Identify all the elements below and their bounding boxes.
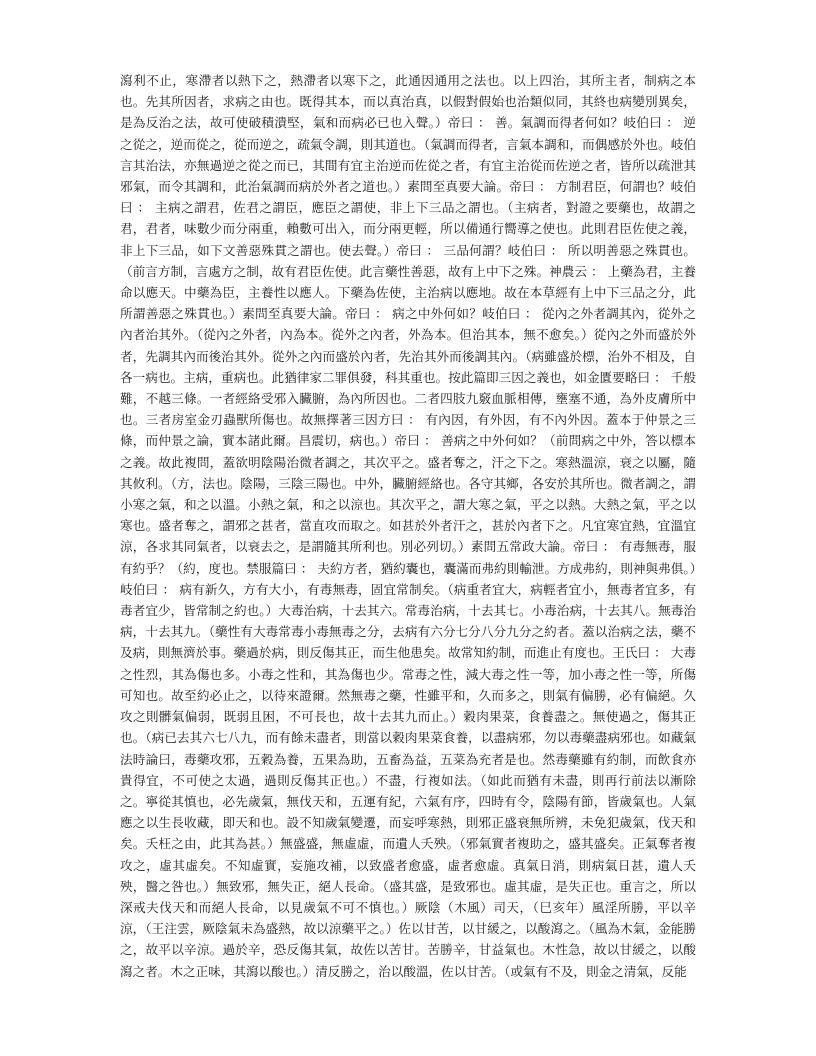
document-page [120, 70, 696, 982]
body-text: 瀉利不止，寒滯者以熱下之，熱滯者以寒下之，此通因通用之法也。以上四治，其所主者，制病之本也。先其所因者，求病之由也。既得其本，而以真治真，以假對假始也治類似同，其終也病變別異矣，是為反治之法，故可使破積潰堅，氣和而病必已也入聲。）帝曰 ： 善。氣調而得者何如？岐伯曰 ： 逆之從之，逆而從之，從而逆之，疏氣令調，則其道也。（氣調而得者，言氣本調和，而偶感於外也。岐伯言其治法，亦無過逆之從之而已，其間有宜主治逆而佐從之者，有宜主治從而佐逆之者，皆所以疏泄其邪氣，而令其調和，此治氣調而病於外者之道也。）素問至真要大論。帝曰 ： 方制君臣，何謂也？岐伯曰 ： 主病之謂君，佐君之謂臣，應臣之謂使，非上下三品之謂也。（主病者，對證之要藥也，故謂之君，君者，味數少而分兩重，賴數可出入，而分兩更輕，所以備通行嚮導之使也。此則君臣佐使之義，非上下三品，如下文善惡殊貫之謂也。使去聲。）帝曰 ： 三品何謂？岐伯曰 ： 所以明善惡之殊貫也。（前言方制，言處方之制，故有君臣佐使。此言藥性善惡，故有上中下之殊。神農云 ： 上藥為君，主養命以應天。中藥為臣，主養性以應人。下藥為佐使，主治病以應地。故在本草經有上中下三品之分，此所謂善惡之殊貫也。）素問至真要大論。帝曰 ： 病之中外何如？岐伯曰 ： 從內之外者調其內，從外之內者治其外。（從內之外者，內為本。從外之內者，外為本。但治其本，無不愈矣。）從內之外而盛於外者，先調其內而後治其外。從外之內而盛於內者，先治其外而後調其內。（病雖盛於標，治外不相及，自各一病也。主病，重病也。此猶律家二罪俱發，科其重也。按此篇即三因之義也，如金匱要略曰 ： 千般難，不越三條。一者經絡受邪入臟腑，為內所因也。二者四肢九竅血脈相傳，壅塞不通，為外皮膚所中也。三者房室金刃蟲獸所傷也。故無擇著三因方曰 ： 有內因，有外因，有不內外因。蓋本于仲景之三條，而仲景之論，實本諸此爾。昌震切，病也。）帝曰 ： 善病之中外何如？（前問病之中外，答以標本之義。故此複問，蓋欲明陰陽治微者調之，其次平之。盛者奪之，汗之下之。寒熱溫涼，衰之以屬，隨其攸利。（方，法也。陰陽，三陰三陽也。中外，臟腑經絡也。各守其鄉，各安於其所也。微者調之，謂小寒之氣，和之以溫。小熱之氣，和之以涼也。其次平之，謂大寒之氣，平之以熱。大熱之氣，平之以寒也。盛者奪之，謂邪之甚者，當直攻而取之。如甚於外者汗之，甚於內者下之。凡宜寒宜熱，宜溫宜涼，各求其同氣者，以衰去之，是謂隨其所利也。別必列切。）素問五常政大論。帝曰 ： 有毒無毒，服有約乎？（約，度也。禁服篇曰 ： 夫約方者，猶約囊也，囊滿而弗約則輸泄。方成弗約，則神與弗俱。）岐伯曰 ： 病有新久，方有大小，有毒無毒，固宜常制矣。（病重者宜大，病輕者宜小，無毒者宜多，有毒者宜少，皆常制之約也。）大毒治病，十去其六。常毒治病，十去其七。小毒治病，十去其八。無毒治病，十去其九。（藥性有大毒常毒小毒無毒之分，去病有六分七分八分九分之約者。蓋以治病之法，藥不及病，則無濟於事。藥過於病，則反傷其正，而生他患矣。故常知約制，而進止有度也。王氏曰 ： 大毒之性烈，其為傷也多。小毒之性和，其為傷也少。常毒之性，減大毒之性一等，加小毒之性一等，所傷可知也。故至約必止之，以待來證爾。然無毒之藥，性雖平和，久而多之，則氣有偏勝，必有偏絕。久攻之則髒氣偏弱，既弱且困，不可長也，故十去其九而止。）穀肉果菜，食養盡之。無使過之，傷其正也。（病已去其六七八九，而有餘未盡者，則當以穀肉果菜食養，以盡病邪，勿以毒藥盡病邪也。如藏氣法時論曰，毒藥攻邪，五穀為養，五果為助，五畜為益，五菜為充者是也。然毒藥雖有約制，而飲食亦貴得宜，不可使之太過，過則反傷其正也。）不盡，行複如法。（如此而猶有未盡，則再行前法以漸除之。寧從其慎也，必先歲氣，無伐天和，五運有紀，六氣有序，四時有令，陰陽有節，皆歲氣也。人氣應之以生長收藏，即天和也。設不知歲氣變遷，而妄呼寒熱，則邪正盛衰無所辨，未免犯歲氣，伐天和矣。夭枉之由，此其為甚。）無盛盛，無虛虛，而遺人夭殃。（邪氣實者複助之，盛其盛矣。正氣奪者複攻之，虛其虛矣。不知虛實，妄施攻補，以致盛者愈盛，虛者愈虛。真氣日消，則病氣日甚，遺人夭殃，醫之咎也。）無致邪，無失正，絕人長命。（盛其盛，是致邪也。虛其虛，是失正也。重言之，所以深戒夫伐天和而絕人長命，以見歲氣不可不慎也。）厥陰（木風）司天，（巳亥年）風淫所勝，平以辛涼，（王注雲，厥陰氣未為盛熱，故以涼藥平之。）佐以甘苦，以甘緩之，以酸瀉之。（風為木氣，金能勝之，故平以辛涼。過於辛，恐反傷其氣，故佐以苦甘。苦勝辛，甘益氣也。木性急，故以甘緩之，以酸瀉之者。木之正味，其瀉以酸也。）清反勝之，治以酸溫，佐以甘苦。（或氣有不及，則金之清氣，反能 [120, 73, 696, 979]
